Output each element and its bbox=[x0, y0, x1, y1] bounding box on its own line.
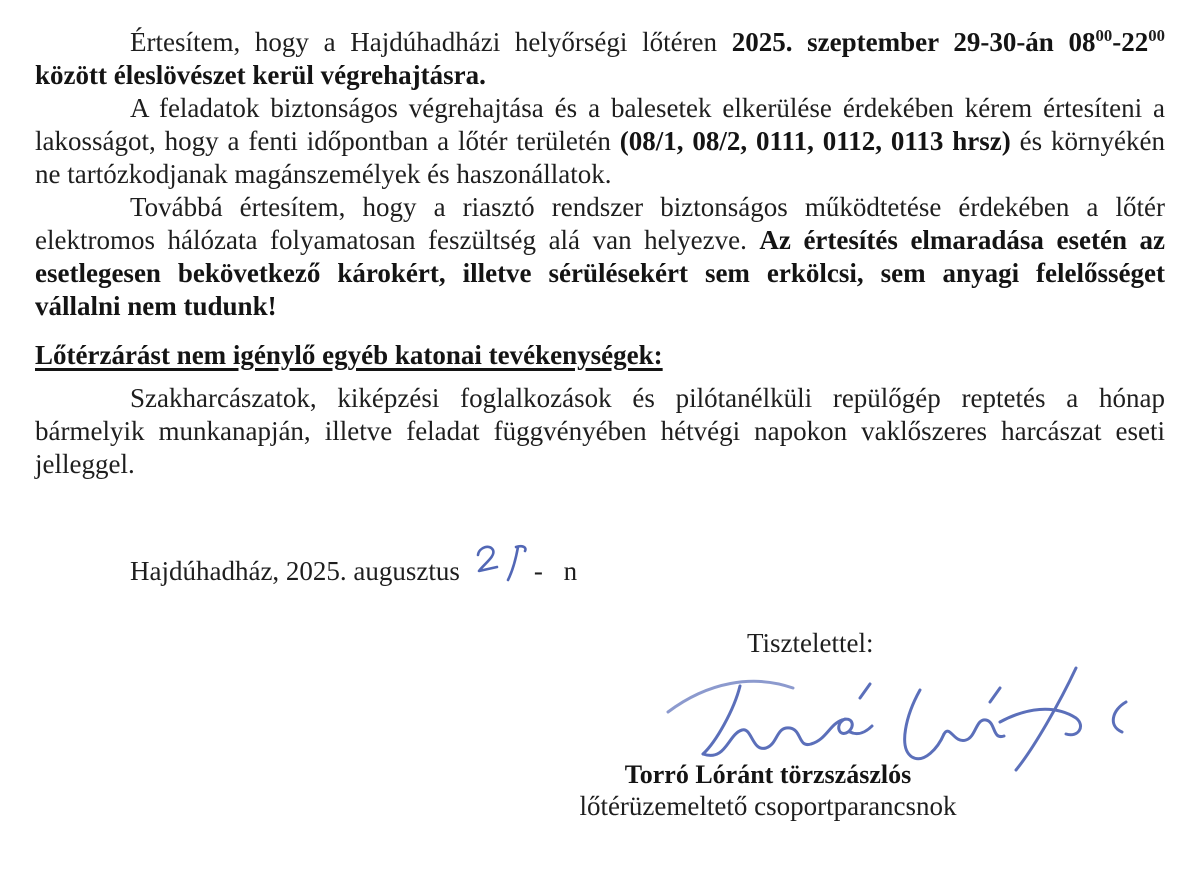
liability-bold-warning: Az értesítés elmaradása esetén az esetlegesen bekövetkező károkért, illetve sérülésekért sem erkölcsi, sem anyagi felelősséget vállalni nem tudunk! bbox=[35, 225, 1166, 321]
paragraph-liability bbox=[35, 191, 1165, 323]
signatory-name: Torró Lóránt törzszászlós bbox=[624, 760, 912, 789]
time-end-superscript: 00 bbox=[1148, 26, 1165, 45]
announcement-bold-date: 2025. szeptember 29-30-án 08 bbox=[731, 27, 1096, 57]
closing-salutation: Tisztelettel: bbox=[747, 628, 874, 658]
date-line bbox=[130, 532, 577, 587]
handwritten-day bbox=[470, 542, 532, 597]
section-heading-other-activities: Lőtérzárást nem igénylő egyéb katonai tevékenységek: bbox=[35, 340, 663, 370]
date-printed-text: Hajdúhadház, 2025. augusztus bbox=[130, 556, 460, 586]
date-printed-suffix: - n bbox=[533, 556, 578, 586]
announcement-normal-text: Értesítem, hogy a Hajdúhadházi helyőrségi lőtéren bbox=[130, 27, 732, 57]
safety-normal-start: A feladatok biztonságos végrehajtása és a balesetek elkerülése érdekében kérem értesíteni a lakosságot, hogy a fenti időpontban a lőtér területén bbox=[35, 93, 1165, 156]
body-text bbox=[35, 26, 1165, 481]
liability-normal-text: Továbbá értesítem, hogy a riasztó rendszer biztonságos működtetése érdekében a lőtér elektromos hálózata folyamatosan feszültség alá van helyezve. bbox=[35, 192, 1165, 255]
announcement-bold-dash: -22 bbox=[1112, 27, 1149, 57]
announcement-bold-rest: között éleslövészet kerül végrehajtásra. bbox=[35, 60, 486, 90]
paragraph-other-activities: Szakharcászatok, kiképzési foglalkozások és pilótanélküli repülőgép reptetés a hónap bármelyik munkanapján, illetve feladat függvényében hétvégi napokon vaklőszeres harcászat eseti jelleggel. bbox=[35, 383, 1165, 479]
time-start-superscript: 00 bbox=[1095, 26, 1113, 45]
paragraph-announcement bbox=[35, 26, 1165, 92]
signature-block bbox=[558, 760, 978, 822]
handwritten-day-ink bbox=[470, 542, 532, 590]
safety-normal-end: és környékén ne tartózkodjanak magánszemélyek és haszonállatok. bbox=[35, 126, 1166, 189]
paragraph-safety bbox=[35, 92, 1165, 191]
safety-bold-parcels: (08/1, 08/2, 0111, 0112, 0113 hrsz) bbox=[619, 126, 1011, 156]
signatory-title: lőtérüzemeltető csoportparancsnok bbox=[579, 791, 957, 821]
